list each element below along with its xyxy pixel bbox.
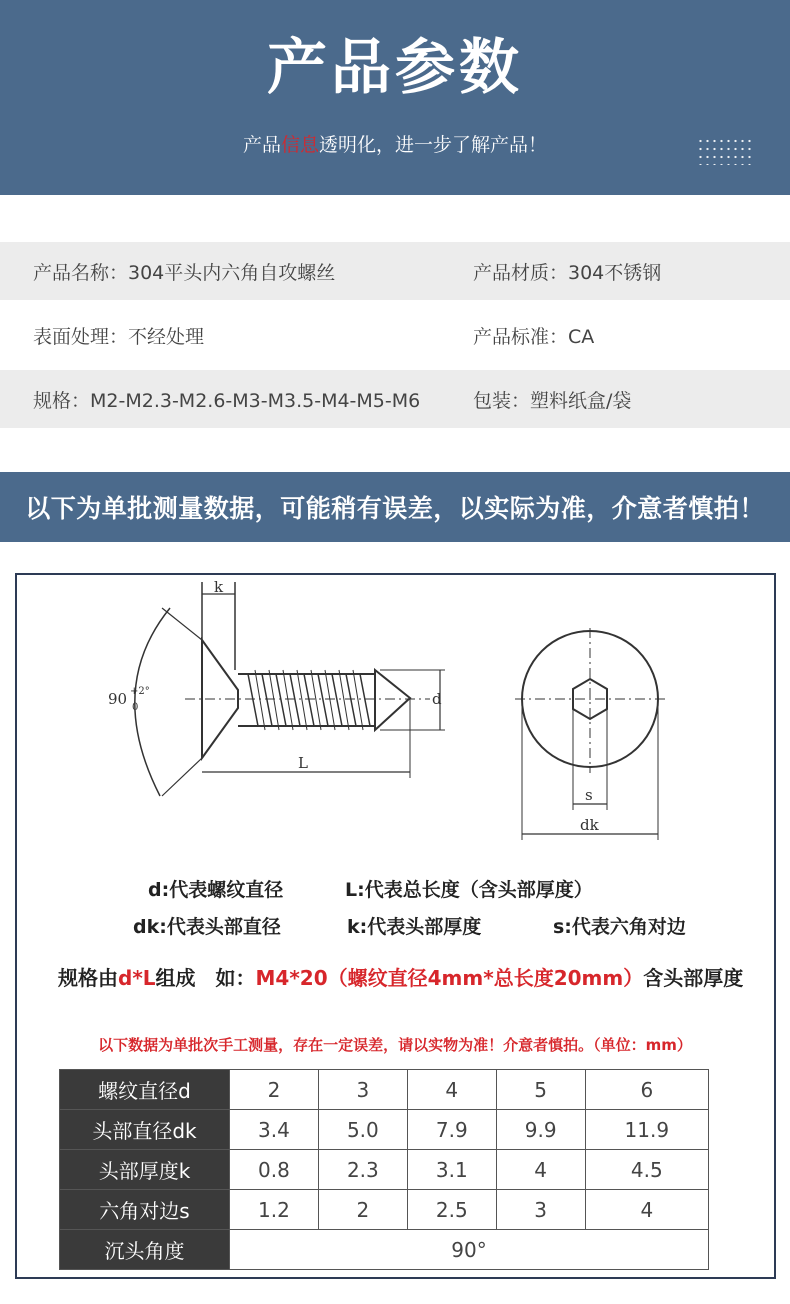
parameter-table	[59, 1069, 709, 1270]
spec-example	[58, 962, 743, 991]
label-angle-sup: +2°	[130, 686, 150, 697]
label-k: k	[214, 578, 224, 596]
label-angle: 90	[108, 690, 128, 708]
header-subtitle	[0, 130, 790, 157]
spec-pre: 规格由	[58, 966, 118, 990]
dots-decoration-icon	[697, 137, 753, 165]
product-name: 产品名称：304平头内六角自攻螺丝	[33, 261, 336, 284]
table-cell: 1.2	[230, 1190, 319, 1230]
subtitle-highlight: 信息	[280, 134, 319, 156]
header-banner	[0, 0, 790, 195]
row-label: 六角对边s	[60, 1190, 230, 1230]
table-cell: 4	[407, 1070, 496, 1110]
row-label: 头部直径dk	[60, 1110, 230, 1150]
table-row	[60, 1150, 709, 1190]
table-cell: 11.9	[585, 1110, 708, 1150]
product-material: 产品材质：304不锈钢	[473, 261, 662, 284]
label-s: s	[585, 786, 593, 804]
label-angle-sub: 0	[132, 702, 139, 713]
spec-format: d*L	[118, 966, 156, 990]
table-row	[60, 1190, 709, 1230]
table-cell: 2	[318, 1190, 407, 1230]
subtitle-pre: 产品	[242, 134, 281, 156]
info-row-2	[0, 306, 790, 364]
measurement-note: 以下数据为单批次手工测量，存在一定误差，请以实物为准！介意者慎拍。（单位：mm）	[98, 1036, 692, 1054]
table-cell: 4	[496, 1150, 585, 1190]
spec-mid: 组成 如：	[155, 966, 256, 990]
legend-s: s:代表六角对边	[553, 916, 686, 938]
table-cell: 90°	[230, 1230, 709, 1270]
table-cell: 4.5	[585, 1150, 708, 1190]
row-label: 螺纹直径d	[60, 1070, 230, 1110]
info-row-3	[0, 370, 790, 428]
info-row-1	[0, 242, 790, 300]
surface-treatment: 表面处理：不经处理	[33, 325, 205, 348]
product-standard: 产品标准：CA	[473, 325, 595, 348]
table-cell: 5	[496, 1070, 585, 1110]
label-d: d	[432, 690, 442, 708]
screw-diagram	[90, 578, 690, 848]
table-row	[60, 1110, 709, 1150]
table-cell: 3	[318, 1070, 407, 1110]
table-cell: 4	[585, 1190, 708, 1230]
product-package: 包装：塑料纸盒/袋	[473, 389, 632, 412]
label-dk: dk	[580, 816, 599, 834]
table-cell: 0.8	[230, 1150, 319, 1190]
label-L: L	[298, 754, 308, 772]
table-cell: 5.0	[318, 1110, 407, 1150]
page-title: 产品参数	[267, 33, 523, 103]
subtitle-post: 透明化，进一步了解产品！	[319, 134, 548, 156]
table-cell: 6	[585, 1070, 708, 1110]
table-row	[60, 1230, 709, 1270]
table-row	[60, 1070, 709, 1110]
measurement-banner: 以下为单批测量数据，可能稍有误差，以实际为准，介意者慎拍！	[0, 472, 790, 542]
spec-example-value: M4*20（螺纹直径4mm*总长度20mm）	[255, 966, 644, 990]
row-label: 沉头角度	[60, 1230, 230, 1270]
legend-d: d:代表螺纹直径	[148, 879, 284, 901]
table-cell: 7.9	[407, 1110, 496, 1150]
row-label: 头部厚度k	[60, 1150, 230, 1190]
legend-L: L:代表总长度（含头部厚度）	[345, 879, 593, 901]
table-cell: 3	[496, 1190, 585, 1230]
table-cell: 3.1	[407, 1150, 496, 1190]
table-cell: 2.5	[407, 1190, 496, 1230]
legend-k: k:代表头部厚度	[347, 916, 482, 938]
table-cell: 9.9	[496, 1110, 585, 1150]
table-cell: 2	[230, 1070, 319, 1110]
table-cell: 3.4	[230, 1110, 319, 1150]
table-cell: 2.3	[318, 1150, 407, 1190]
spec-post: 含头部厚度	[643, 966, 744, 990]
product-spec: 规格：M2-M2.3-M2.6-M3-M3.5-M4-M5-M6	[33, 389, 421, 412]
legend-dk: dk:代表头部直径	[133, 916, 281, 938]
